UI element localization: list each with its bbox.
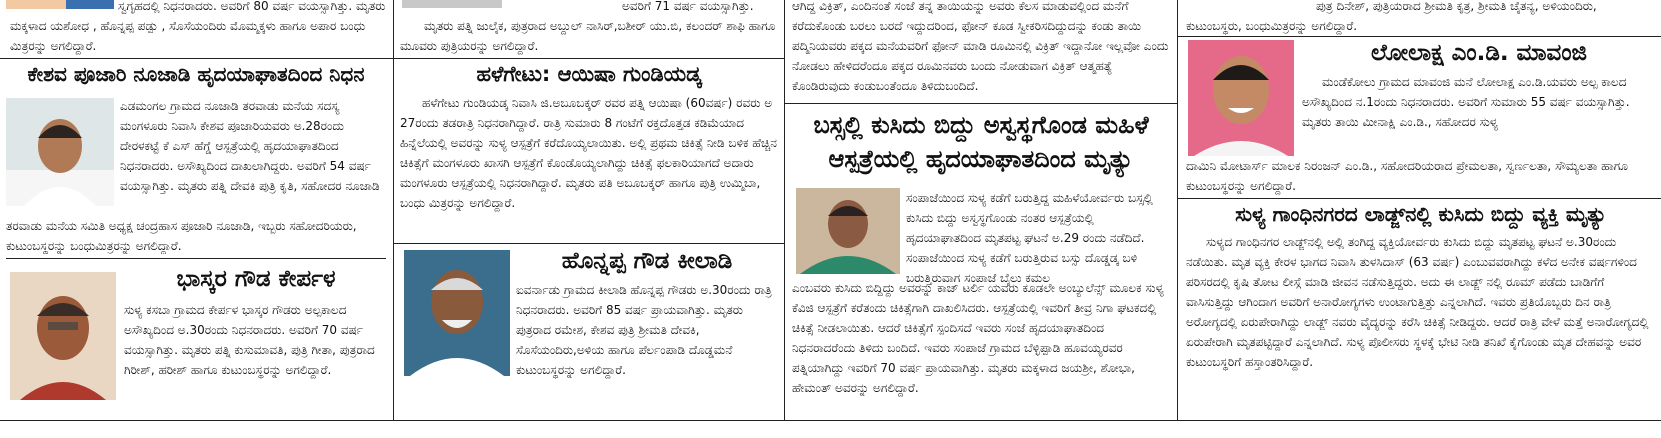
article-body: ಸುಳ್ಯ ಕಸಬಾ ಗ್ರಾಮದ ಕೇರ್ಪಳ ಭಾಸ್ಕರ ಗೌಡರು ಅಲ್ಪಕಾಲದ ಅಸೌಖ್ಯದಿಂದ ಅ.30ರಂದು ನಿಧನರಾದರು. ಅವರಿಗೆ 70 ವರ್ಷ ವಯಸ್ಸಾಗಿತ್ತು. ಮೃತರು ಪತ್ನಿ ಕುಸುಮಾವತಿ, ಪುತ್ರಿ ಗೀತಾ, ಪುತ್ರರಾದ ಗಿರೀಶ್, ಹರೀಶ್ ಹಾಗೂ ಕುಟುಂಬಸ್ಥರನ್ನು ಅಗಲಿದ್ದಾರೆ. xyxy=(124,303,375,377)
article-body: ಪುತ್ರ ದಿನೇಶ್, ಪುತ್ರಿಯರಾದ ಶ್ರೀಮತಿ ಕೃತ್ರ, ಶ್ರೀಮತಿ ಚೈತನ್ಯ, ಅಳಿಯಂದಿರು, ಕುಟುಂಬಸ್ಥರು, ಬಂಧುಮಿತ್ರರನ್ನು ಅಗಲಿದ್ದಾರೆ. xyxy=(1186,0,1597,33)
news-bus-collapse xyxy=(792,108,1170,418)
section-divider xyxy=(785,103,1177,104)
article-body: ಅವರಿಗೆ 71 ವರ್ಷ ವಯಸ್ಸಾಗಿತ್ತು. xyxy=(622,0,754,13)
article-body: ಎಡಮಂಗಲ ಗ್ರಾಮದ ನೂಜಾಡಿ ತರವಾಡು ಮನೆಯ ಸದಸ್ಯ ಮಂಗಳೂರು ನಿವಾಸಿ ಕೇಶವ ಪೂಜಾರಿಯವರು ಅ.28ರಂದು ದೇರಳಕಟ್ಟೆ ಕೆ ಎಸ್ ಹೆಗ್ಡೆ ಆಸ್ಪತ್ರೆಯಲ್ಲಿ ಹೃದಯಾಘಾತದಿಂದ ನಿಧನರಾದರು. ಅಸೌಖ್ಯದಿಂದ ದಾಖಲಾಗಿದ್ದರು. ಅವರಿಗೆ 54 ವರ್ಷ ವಯಸ್ಸಾಗಿತ್ತು. ಮೃತರು ಪತ್ನಿ ದೇವಕಿ ಪುತ್ರಿ ಕೃತಿ, ಸಹೋದರ ನೂಜಾಡಿ xyxy=(120,99,380,193)
news-headline: ಸುಳ್ಯ ಗಾಂಧಿನಗರದ ಲಾಡ್ಜ್‌ನಲ್ಲಿ ಕುಸಿದು ಬಿದ್ದು ವ್ಯಕ್ತಿ ಮೃತ್ಯು xyxy=(1235,202,1607,226)
section-divider xyxy=(0,58,393,59)
article-body: ಸುಳ್ಯದ ಗಾಂಧಿನಗರ ಲಾಡ್ಜ್‌ನಲ್ಲಿ ಅಲ್ಲಿ ತಂಗಿದ್ದ ವ್ಯಕ್ತಿಯೋರ್ವರು ಕುಸಿದು ಬಿದ್ದು ಮೃತಪಟ್ಟ ಘಟನೆ ಅ.30ರಂದು ನಡೆಯಿತು. ಮೃತ ವ್ಯಕ್ತಿ ಕೇರಳ ಭಾಗದ ನಿವಾಸಿ ತುಳಸಿದಾಸ್ (63 ವರ್ಷ) ಎಂಬುವವರಾಗಿದ್ದು ಕಳೆದ ಅನೇಕ ವರ್ಷಗಳಿಂದ ಪರಿಸರದಲ್ಲಿ ಕೃಷಿ ತೋಟ ಲೀಸ್ಗೆ ಮಾಡಿ ಜೀವನ ನಡೆಸುತ್ತಿದ್ದರು. ಅದು ಈ ಲಾಡ್ಜ್ ನಲ್ಲಿ ರೂಮ್ ಪಡೆದು ಬಾಡಿಗೆಗೆ ವಾಸಿಸುತ್ತಿದ್ದು ಆಗಿಂದಾಗ ಅವರಿಗೆ ಅನಾರೋಗ್ಯಗಳು ಉಂಟಾಗುತ್ತಿತ್ತು ಎನ್ನಲಾಗಿದೆ. ಇವರು ಪ್ರತಿಯೊಬ್ಬರು ದಿನ ರಾತ್ರಿ ಅರೋಗ್ಯದಲ್ಲಿ ಏರುಪೇರಾಗಿದ್ದು ಲಾಡ್ಜ್ ನವರು ವೈದ್ಯರನ್ನು ಕರೆಸಿ ಚಿಕಿತ್ಸೆ ನೀಡಿದ್ದರು. ಆದರೆ ರಾತ್ರಿ ವೇಳೆ ಮತ್ತೆ ಅನಾರೋಗ್ಯದಲ್ಲಿ ಏರುಪೇರಾಗಿ ಮೃತಪಟ್ಟಿದ್ದಾರೆ ಎನ್ನಲಾಗಿದೆ. ಸುಳ್ಯ ಪೊಲೀಸರು ಸ್ಥಳಕ್ಕೆ ಭೇಟಿ ನೀಡಿ ತನಿಖೆ ಕೈಗೊಂಡು ಮೃತ ದೇಹವನ್ನು ಅವರ ಕುಟುಂಬಸ್ಥರಿಗೆ ಹಸ್ತಾಂತರಿಸಿದ್ದಾರೆ. xyxy=(1186,235,1649,369)
article-continuation xyxy=(792,0,1170,100)
section-divider xyxy=(394,243,784,244)
article-body: ಸ್ವಗೃಹದಲ್ಲಿ ನಿಧನರಾದರು. ಅವರಿಗೆ 80 ವರ್ಷ ವಯಸ್ಸಾಗಿತ್ತು. ಮೃತರು ಮಕ್ಕಳಾದ ಯಶೋಧ , ಹೊನ್ನಪ್ಪ ಪಡ್ಪು , ಸೊಸೆಯಂದಿರು ಮೊಮ್ಮಕ್ಕಳು ಹಾಗೂ ಅಪಾರ ಬಂಧು ಮಿತ್ರರನ್ನು ಅಗಲಿದ್ದಾರೆ. xyxy=(10,0,386,53)
obituary-photo xyxy=(6,98,114,206)
obituary-headline: ಹಳೆಗೇಟು: ಆಯಿಷಾ ಗುಂಡಿಯಡ್ಕ xyxy=(476,62,702,86)
obituary-headline: ಹೊನ್ನಪ್ಪ ಗೌಡ ಕೀಲಾಡಿ xyxy=(561,248,733,274)
article-body: ದಾಮಿನಿ ಮೋಟಾರ್ಸ್ ಮಾಲಕ ನಿರಂಜನ್ ಎಂ.ಡಿ., ಸಹೋದರಿಯರಾದ ಪ್ರೇಮಲತಾ, ಸ್ವರ್ಣಲತಾ, ಸೌಮ್ಯಲತಾ ಹಾಗೂ ಕುಟುಂಬಸ್ಥರನ್ನು ಅಗಲಿದ್ದಾರೆ. xyxy=(1186,159,1628,193)
page-bottom-rule xyxy=(0,420,1661,421)
column-divider xyxy=(1177,0,1178,420)
news-headline: ಬಸ್ಸಲ್ಲಿ ಕುಸಿದು ಬಿದ್ದು ಅಸ್ವಸ್ಥಗೊಂಡ ಮಹಿಳೆ ಆಸ್ಪತ್ರೆಯಲ್ಲಿ ಹೃದಯಾಘಾತದಿಂದ ಮೃತ್ಯು xyxy=(813,111,1149,173)
column-divider xyxy=(784,0,785,420)
obituary-photo xyxy=(10,272,116,400)
section-divider xyxy=(6,258,386,259)
section-divider xyxy=(1178,198,1661,199)
article-body: ತರವಾಡು ಮನೆಯ ಸಮಿತಿ ಅಧ್ಯಕ್ಷ ಚಂದ್ರಹಾಸ ಪೂಜಾರಿ ನೂಜಾಡಿ, ಇಬ್ಬರು ಸಹೋದರಿಯರು, ಕುಟುಂಬಸ್ಥರನ್ನು ಬಂಧುಮಿತ್ರರನ್ನು ಅಗಲಿದ್ದಾರೆ. xyxy=(6,219,357,253)
article-continuation xyxy=(10,0,386,56)
article-body: ಸಂಪಾಜೆಯಿಂದ ಸುಳ್ಯ ಕಡೆಗೆ ಬರುತ್ತಿದ್ದ ಮಹಿಳೆಯೋರ್ವರು ಬಸ್ಸಲ್ಲಿ ಕುಸಿದು ಬಿದ್ದು ಅಸ್ವಸ್ಥಗೊಂಡು ನಂತರ ಆಸ್ಪತ್ರೆಯಲ್ಲಿ ಹೃದಯಾಘಾತದಿಂದ ಮೃತಪಟ್ಟ ಘಟನೆ ಅ.29 ರಂದು ನಡೆದಿದೆ. ಸಂಪಾಜೆಯಿಂದ ಸುಳ್ಯ ಕಡೆಗೆ ಬರುತ್ತಿರುವ ಬಸ್ಸು ದೊಡ್ಡಡ್ಕ ಬಳಿ ಬರುತ್ತಿರುವಾಗ ಸಂಪಾಜೆ ಬೈಲು ಕಮಲ xyxy=(906,191,1153,285)
obituary-honnappa xyxy=(400,248,778,418)
column-divider xyxy=(393,0,394,420)
section-divider xyxy=(1178,36,1661,37)
obituary-headline: ಭಾಸ್ಕರ ಗೌಡ ಕೇರ್ಪಳ xyxy=(176,266,336,292)
article-body: ಐವರ್ನಾಡು ಗ್ರಾಮದ ಕೀಲಾಡಿ ಹೊನ್ನಪ್ಪ ಗೌಡರು ಅ.30ರಂದು ರಾತ್ರಿ ನಿಧನರಾದರು. ಅವರಿಗೆ 85 ವರ್ಷ ಪ್ರಾಯವಾಗಿತ್ತು. ಮೃತರು ಪುತ್ರರಾದ ರಮೇಶ, ಕೇಶವ ಪುತ್ರಿ ಶ್ರೀಮತಿ ದೇವಕಿ, ಸೊಸೆಯಂದಿರು,ಅಳಿಯ ಹಾಗೂ ಪೆರ್ಲಂಪಾಡಿ ದೊಡ್ಡಮನೆ ಕುಟುಂಬಸ್ಥರನ್ನು ಅಗಲಿದ್ದಾರೆ. xyxy=(516,283,772,377)
obituary-headline: ಲೋಲಾಕ್ಷ ಎಂ.ಡಿ. ಮಾವಂಜಿ xyxy=(1371,40,1587,66)
obituary-lolaksha xyxy=(1186,40,1656,196)
article-body: ಹಳೆಗೇಟು ಗುಂಡಿಯಡ್ಕ ನಿವಾಸಿ ಜಿ.ಅಬೂಬಕ್ಕರ್ ರವರ ಪತ್ನಿ ಆಯಿಷಾ (60ವರ್ಷ) ರವರು ಅ 27ರಂದು ತಡರಾತ್ರಿ ನಿಧನರಾಗಿದ್ದಾರೆ. ರಾತ್ರಿ ಸುಮಾರು 8 ಗಂಟೆಗೆ ರಕ್ತದೊತ್ತಡ ಕಡಿಮೆಯಾದ ಹಿನ್ನೆಲೆಯಲ್ಲಿ ಅವರನ್ನು ಸುಳ್ಯ ಆಸ್ಪತ್ರೆಗೆ ಕರೆದೊಯ್ಯಲಾಯಿತು. ಅಲ್ಲಿ ಪ್ರಥಮ ಚಿಕಿತ್ಸೆ ನೀಡಿ ಬಳಿಕ ಹೆಚ್ಚಿನ ಚಿಕಿತ್ಸೆಗೆ ಮಂಗಳೂರು ಖಾಸಗಿ ಆಸ್ಪತ್ರೆಗೆ ಕೊಂಡೊಯ್ಯಲಾಗಿದ್ದು ಚಿಕಿತ್ಸೆ ಫಲಕಾರಿಯಾಗದೆ ಅದಾರು ಮಂಗಳೂರು ಆಸ್ಪತ್ರೆಯಲ್ಲಿ ನಿಧನರಾಗಿದ್ದಾರೆ. ಮೃತರು ಪತಿ ಅಬೂಬಕ್ಕರ್ ಹಾಗೂ ಪುತ್ರಿ ಉಮ್ಮಿಬಾ, ಬಂಧು ಮಿತ್ರರನ್ನು ಅಗಲಿದ್ದಾರೆ. xyxy=(400,96,777,211)
obituary-photo xyxy=(1188,40,1294,156)
obituary-bhaskara xyxy=(6,262,386,418)
article-body: ಮಂಡೆಕೋಲು ಗ್ರಾಮದ ಮಾವಂಜಿ ಮನೆ ಲೋಲಾಕ್ಷ ಎಂ.ಡಿ.ಯವರು ಅಲ್ಪ ಕಾಲದ ಅಸೌಖ್ಯದಿಂದ ನ.1ರಂದು ನಿಧನರಾದರು. ಅವರಿಗೆ ಸುಮಾರು 55 ವರ್ಷ ವಯಸ್ಸಾಗಿತ್ತು. ಮೃತರು ತಾಯಿ ಮೀನಾಕ್ಷಿ ಎಂ.ಡಿ., ಸಹೋದರ ಸುಳ್ಯ xyxy=(1302,75,1630,129)
news-lodge-death xyxy=(1186,202,1656,418)
obituary-ayisha xyxy=(400,62,778,240)
article-continuation xyxy=(400,0,778,56)
article-body: ಎಂಬವರು ಕುಸಿದು ಬಿದ್ದಿದ್ದು ಅವರನ್ನು ಕಾಜ್ ಟರ್ಲಿ ಯವರು ಕೂಡಲೇ ಅಂಬ್ಯುಲೆನ್ಸ್ ಮೂಲಕ ಸುಳ್ಯ ಕೆವಿಜಿ ಆಸ್ಪತ್ರೆಗೆ ಕರೆತಂದು ಚಿಕಿತ್ಸೆಗಾಗಿ ದಾಖಲಿಸಿದರು. ಆಸ್ಪತ್ರೆಯಲ್ಲಿ ಇವರಿಗೆ ತೀವ್ರ ನಿಗಾ ಘಟಕದಲ್ಲಿ ಚಿಕಿತ್ಸೆ ನೀಡಲಾಯಿತು. ಆದರೆ ಚಿಕಿತ್ಸೆಗೆ ಸ್ಪಂದಿಸದೆ ಇವರು ಸಂಜೆ ಹೃದಯಾಘಾತದಿಂದ ನಿಧನರಾದರೆಂದು ತಿಳಿದು ಬಂದಿದೆ. ಇವರು ಸಂಪಾಜೆ ಗ್ರಾಮದ ಬೆಳ್ಳಿಪ್ಪಾಡಿ ಹೂವಯ್ಯರವರ ಪತ್ನಿಯಾಗಿದ್ದು ಇವರಿಗೆ 70 ವರ್ಷ ಪ್ರಾಯವಾಗಿತ್ತು. ಮೃತರು ಮಕ್ಕಳಾದ ಜಯಶ್ರೀ, ಶೋಭಾ, ಹೇಮಂತ್ ಅವರನ್ನು ಅಗಲಿದ್ದಾರೆ. xyxy=(792,281,1164,395)
section-divider xyxy=(394,58,784,59)
article-continuation xyxy=(1186,0,1656,36)
news-photo xyxy=(796,188,900,274)
obituary-headline: ಕೇಶವ ಪೂಜಾರಿ ನೂಜಾಡಿ ಹೃದಯಾಘಾತದಿಂದ ನಿಧನ xyxy=(27,62,365,86)
obituary-photo xyxy=(404,250,510,376)
article-body: ಮೃತರು ಪತ್ನಿ ಜುಲೈಕ, ಪುತ್ರರಾದ ಅಬ್ದುಲ್ ನಾಸಿರ್,ಬಶೀರ್ ಯು.ಬಿ, ಕಲಂದರ್ ಶಾಫಿ ಹಾಗೂ ಮೂವರು ಪುತ್ರಿಯರನ್ನು ಅಗಲಿದ್ದಾರೆ. xyxy=(400,19,776,53)
article-body: ಆಗಿದ್ದ ವಿಕ್ರಿತ್, ಎಂದಿನಂತೆ ಸಂಜೆ ತನ್ನ ತಾಯಿಯನ್ನು ಅವರು ಕೆಲಸ ಮಾಡುವಲ್ಲಿಂದ ಮನೆಗೆ ಕರೆದುಕೊಂಡು ಬರಲು ಬರದೆ ಇದ್ದುದರಿಂದ, ಫೋನ್ ಕೂಡ ಸ್ವೀಕರಿಸದಿದ್ದುದನ್ನು ಕಂಡು ತಾಯಿ ಪದ್ಮಿನಿಯವರು ಪಕ್ಕದ ಮನೆಯವರಿಗೆ ಫೋನ್ ಮಾಡಿ ರೂಮಿನಲ್ಲಿ ವಿಕ್ರಿತ್ ಇದ್ದಾನೋ ಇಲ್ಲವೋ ಎಂದು ನೋಡಲು ಹೇಳಿದರೆಂದೂ ಪಕ್ಕದ ರೂಮಿನವರು ಬಂದು ನೋಡುವಾಗ ವಿಕ್ರಿತ್ ಆತ್ಮಹತ್ಯೆ ಕೊಂಡಿರುವುದು ಕಂಡುಬಂತೆಂದೂ ತಿಳಿದುಬಂದಿದೆ. xyxy=(792,0,1169,93)
obituary-kesava xyxy=(6,62,386,254)
